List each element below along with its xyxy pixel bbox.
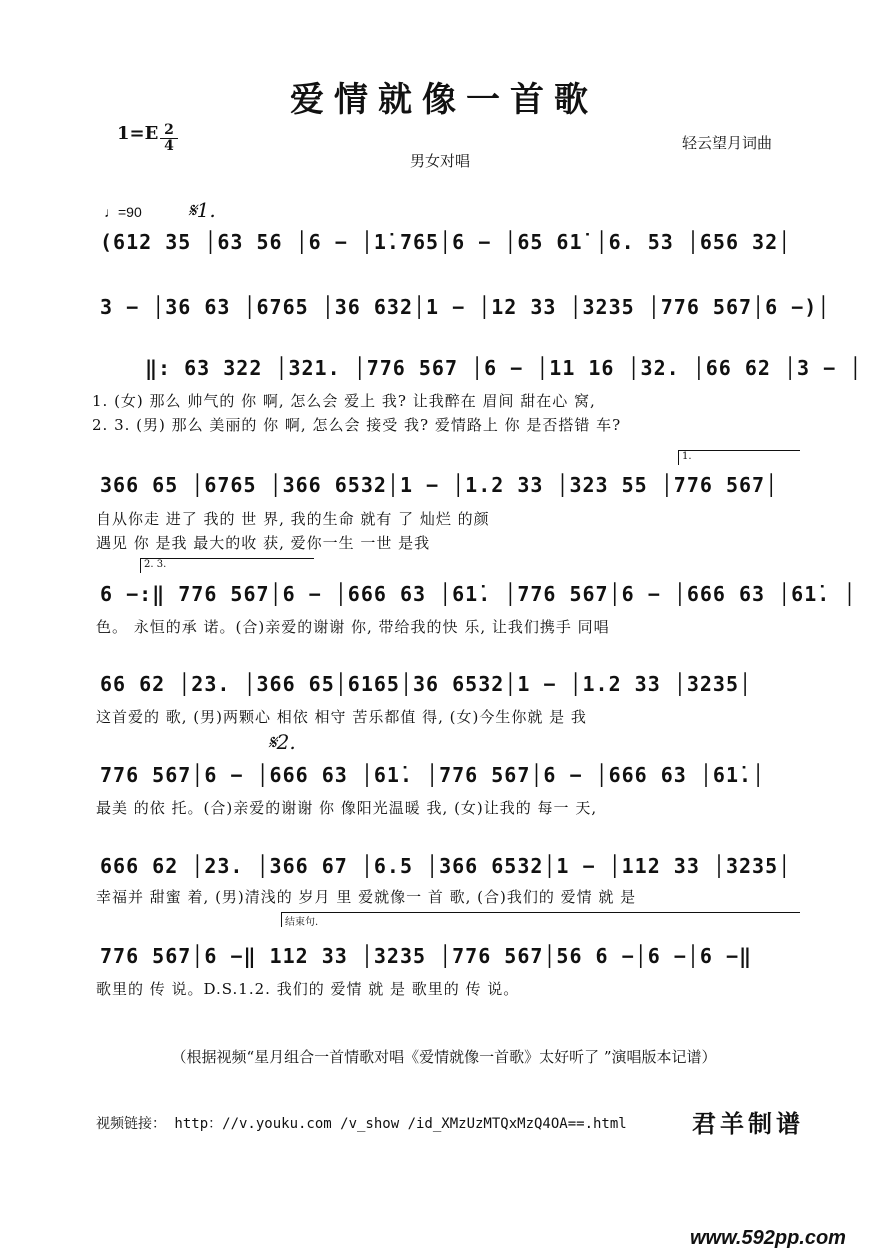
- notation-row-4: 366 65 │6765 │366 6532│1 − │1.2 33 │323 55 │776 567│: [100, 473, 779, 497]
- lyric-row-9: 歌里的 传 说。D.S.1.2. 我们的 爱情 就 是 歌里的 传 说。: [96, 980, 520, 998]
- lyric-row-7: 最美 的依 托。(合)亲爱的谢谢 你 像阳光温暖 我, (女)让我的 每一 天,: [96, 799, 598, 817]
- time-signature: [160, 124, 178, 153]
- coda-bracket: 结束句.: [281, 912, 800, 927]
- transcriber-signature: 君羊制谱: [692, 1109, 804, 1138]
- lyric-row-4b: 遇见 你 是我 最大的收 获, 爱你一生 一世 是我: [96, 534, 431, 552]
- lyric-row-6: 这首爱的 歌, (男)两颗心 相依 相守 苦乐都值 得, (女)今生你就 是 我: [96, 708, 587, 726]
- transcription-note: （根据视频“星月组合一首情歌对唱《爱情就像一首歌》太好听了 ”演唱版本记谱）: [171, 1048, 717, 1066]
- notation-row-2: 3 − │36 63 │6765 │36 632│1 − │12 33 │3235 │776 567│6 −)│: [100, 295, 831, 319]
- notation-row-1: (612 35 │63 56 │6 − │1̇.765│6 − │65 61̇ │6. 53 │656 32│: [100, 230, 792, 254]
- segno-mark-2: 𝄋2.: [268, 730, 296, 754]
- ending-23-bracket: 2. 3.: [140, 558, 314, 573]
- time-sig-bottom: 4: [164, 138, 174, 154]
- lyric-row-8: 幸福并 甜蜜 着, (男)清浅的 岁月 里 爱就像一 首 歌, (合)我们的 爱情 就 是: [96, 888, 637, 906]
- notation-row-7: 776 567│6 − │666 63 │61̇. │776 567│6 − │666 63 │61̇.│: [100, 763, 766, 787]
- notation-row-3: ‖: 63 322 │321. │776 567 │6 − │11 16 │32. │66 62 │3 − │: [145, 356, 863, 380]
- ending-1-bracket: 1.: [678, 450, 800, 465]
- lyric-row-3b: 2. 3. (男) 那么 美丽的 你 啊, 怎么会 接受 我? 爱情路上 你 是否搭错 车?: [92, 416, 622, 434]
- song-title: 爱情就像一首歌: [290, 80, 598, 120]
- notation-row-8: 666 62 │23. │366 67 │6.5 │366 6532│1 − │112 33 │3235│: [100, 854, 792, 878]
- author-credit: 轻云望月词曲: [682, 134, 773, 152]
- lyric-row-5: 色。 永恒的承 诺。(合)亲爱的谢谢 你, 带给我的快 乐, 让我们携手 同唱: [96, 618, 610, 636]
- tempo-marking: ♩=90: [104, 204, 142, 220]
- key-signature: 1=E: [117, 123, 159, 144]
- lyric-row-3a: 1. (女) 那么 帅气的 你 啊, 怎么会 爱上 我? 让我醉在 眉间 甜在心 窝,: [92, 392, 596, 410]
- notation-row-9: 776 567│6 −‖ 112 33 │3235 │776 567│56 6 −│6 −│6 −‖: [100, 944, 753, 968]
- notation-row-6: 66 62 │23. │366 65│6165│36 6532│1 − │1.2 33 │3235│: [100, 672, 753, 696]
- video-link[interactable]: 视频链接： http：//v.youku.com /v_show /id_XMzUzMTQxMzQ4OA==.html: [96, 1116, 627, 1132]
- notation-row-5: 6 −:‖ 776 567│6 − │666 63 │61̇. │776 567│6 − │666 63 │61̇. │: [100, 582, 857, 606]
- site-watermark: www.592pp.com: [690, 1227, 846, 1249]
- lyric-row-4a: 自从你走 进了 我的 世 界, 我的生命 就有 了 灿烂 的颜: [96, 510, 490, 528]
- time-sig-top: 2: [164, 122, 174, 138]
- performance-type: 男女对唱: [410, 152, 471, 170]
- segno-mark-1: 𝄋1.: [188, 198, 216, 222]
